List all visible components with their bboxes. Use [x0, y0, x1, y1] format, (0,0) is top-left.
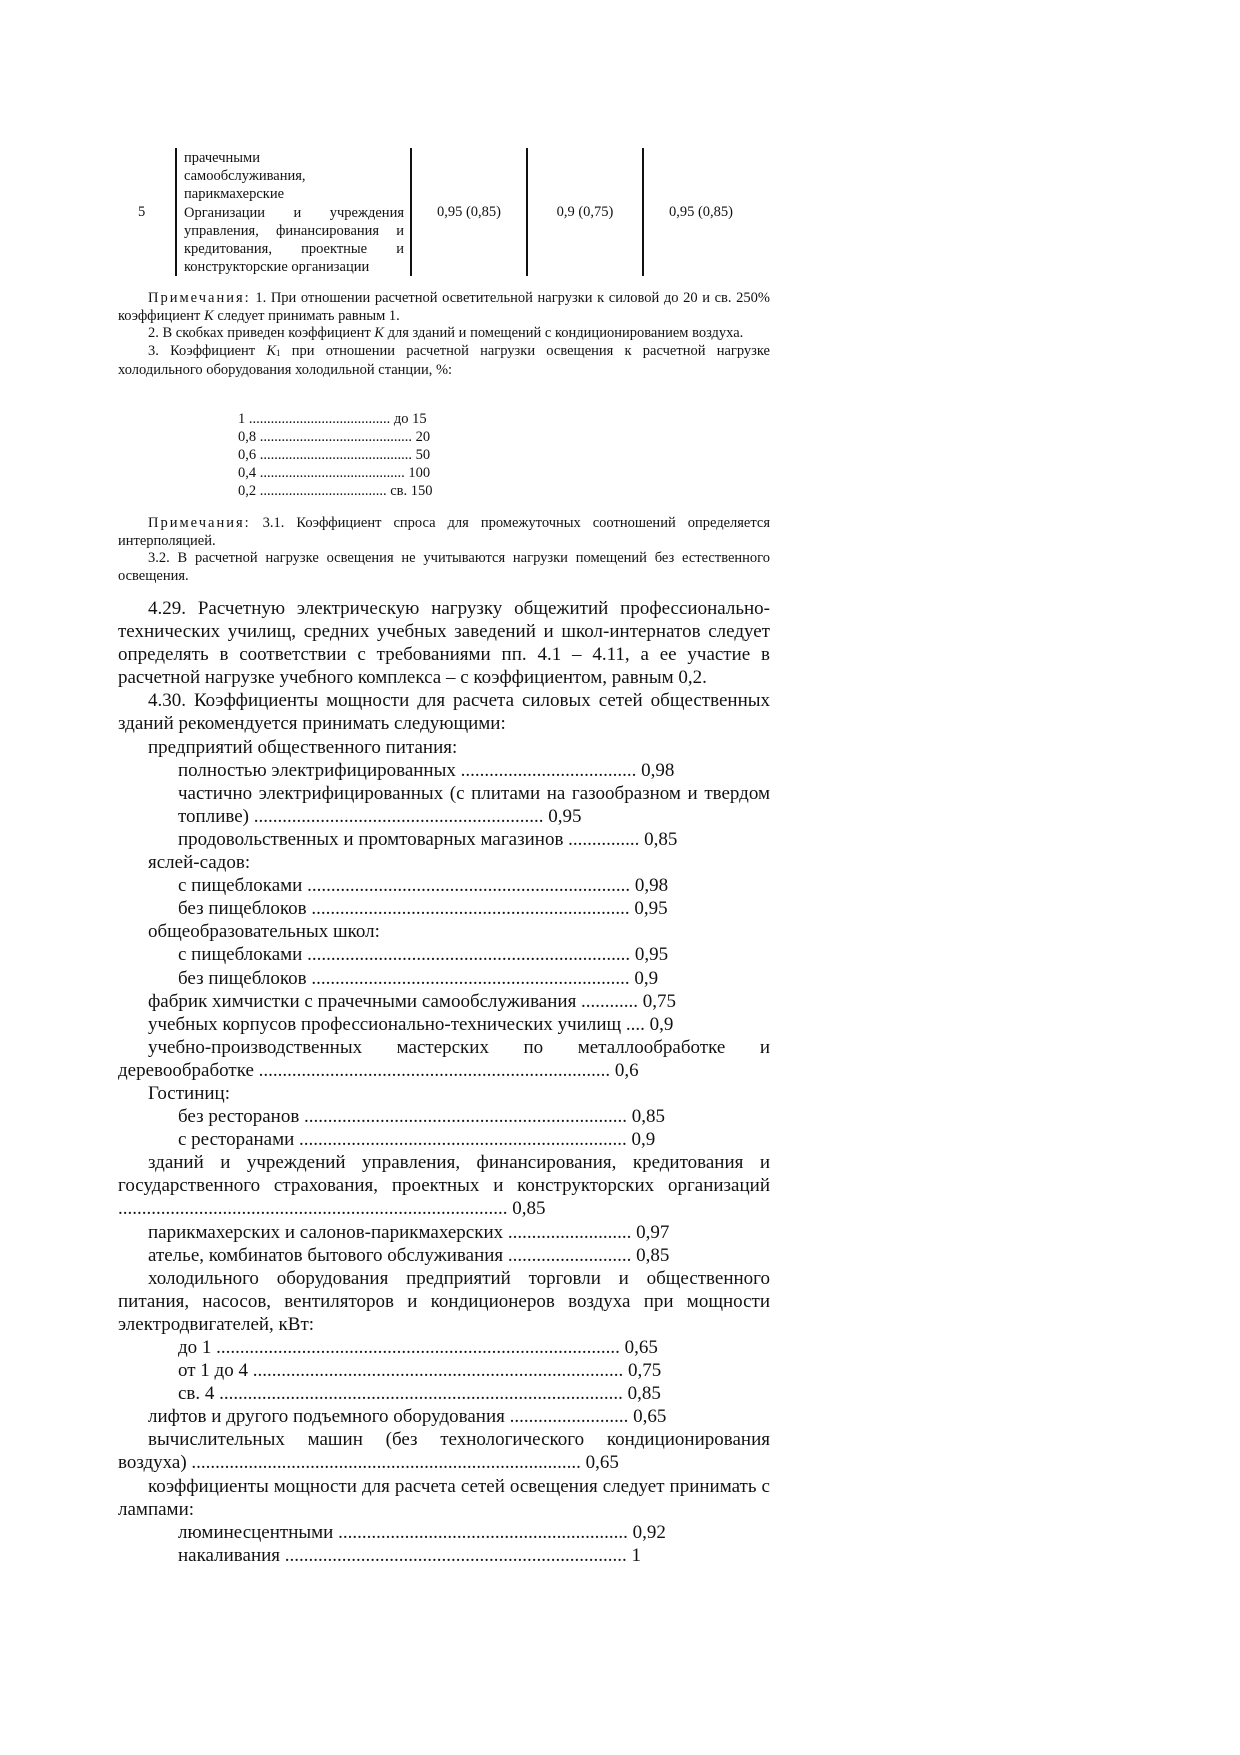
- list-item: учебно-производственных мастерских по металлообработке и деревообработке .......................................................................... 0,6: [118, 1036, 770, 1081]
- list-item: без ресторанов .................................................................... 0,85: [178, 1106, 666, 1128]
- list-item: 0,4 ........................................ 100: [238, 465, 431, 481]
- list-item: 0,2 ................................... св. 150: [238, 483, 433, 499]
- notes-heading: Примечания:: [148, 515, 251, 531]
- name-line: кредитования, проектные и: [184, 241, 404, 258]
- list-item: 0,6 .......................................... 50: [238, 447, 431, 463]
- name-line: управления, финансирования и: [184, 222, 404, 239]
- list-item: вычислительных машин (без технологического кондиционирования воздуха) .................................................................................. 0,65: [118, 1429, 770, 1474]
- table-border: [175, 148, 177, 276]
- list-item: учебных корпусов профессионально-технических училищ .... 0,9: [148, 1013, 674, 1035]
- list-item: до 1 ..................................................................................... 0,65: [178, 1337, 658, 1358]
- list-item: холодильного оборудования предприятий торговли и общественного питания, насосов, вентиляторов и кондиционеров воздуха при мощности электродвигателей, кВт:: [118, 1267, 770, 1335]
- list-item: продовольственных и промтоварных магазинов ............... 0,85: [178, 828, 678, 850]
- list-item: зданий и учреждений управления, финансирования, кредитования и государственного страхования, проектных и конструкторских организаций .................................................................................. 0,85: [118, 1152, 770, 1220]
- note-3-1: [118, 515, 770, 550]
- list-item: без пищеблоков ................................................................... 0,95: [178, 898, 668, 920]
- note-text: 3.1. Коэффициент спроса для промежуточных соотношений определяется интерполяцией.: [118, 515, 770, 549]
- table-row-number: 5: [138, 204, 146, 220]
- list-item: полностью электрифицированных ..................................... 0,98: [178, 759, 675, 781]
- list-item: предприятий общественного питания:: [148, 736, 458, 758]
- list-item: с ресторанами ..................................................................... 0,9: [178, 1129, 656, 1151]
- note-3-2: 3.2. В расчетной нагрузке освещения не учитываются нагрузки помещений без естественного освещения.: [118, 550, 770, 584]
- list-item: парикмахерских и салонов-парикмахерских .......................... 0,97: [148, 1221, 670, 1243]
- name-line: самообслуживания,: [184, 168, 306, 185]
- paragraph-4-30: 4.30. Коэффициенты мощности для расчета силовых сетей общественных зданий рекомендуется принимать следующими:: [118, 690, 770, 735]
- note-text: 2. В скобках приведен коэффициент: [148, 325, 375, 342]
- note-2: [118, 325, 770, 343]
- paragraph-4-29: 4.29. Расчетную электрическую нагрузку общежитий профессионально-технических училищ, средних учебных заведений и школ-интернатов следует определять в соответствии с требованиями пп. 4.1 – 4.11, а ее участие в расчетной нагрузке учебного комплекса – с коэффициентом, равным 0,2.: [118, 598, 770, 689]
- note-text: для зданий и помещений с кондиционированием воздуха.: [383, 325, 744, 342]
- note-text: при отношении расчетной нагрузки освещения к расчетной нагрузке холодильного оборудования холодильной станции, %:: [118, 342, 770, 379]
- name-line: конструкторские организации: [184, 259, 370, 276]
- name-line: парикмахерские: [184, 186, 285, 203]
- note-k-symbol: K: [374, 325, 384, 342]
- list-item: накаливания ........................................................................ 1: [178, 1544, 642, 1566]
- list-item: 0,8 .......................................... 20: [238, 429, 431, 445]
- list-item: без пищеблоков ................................................................... 0,9: [178, 967, 659, 989]
- list-item: общеобразовательных школ:: [148, 921, 380, 943]
- list-item: 1 ....................................... до 15: [238, 411, 427, 427]
- list-item: люминесцентными ............................................................. 0,92: [178, 1521, 666, 1543]
- k1-coefficient-list: [238, 410, 433, 500]
- list-item: коэффициенты мощности для расчета сетей освещения следует принимать с лампами:: [118, 1475, 770, 1520]
- list-item: фабрик химчистки с прачечными самообслуживания ............ 0,75: [148, 990, 677, 1012]
- list-item: яслей-садов:: [148, 852, 251, 874]
- list-item: лифтов и другого подъемного оборудования ......................... 0,65: [148, 1406, 667, 1428]
- note-3: [118, 343, 770, 380]
- note-text: 3. Коэффициент: [148, 342, 267, 359]
- list-item: Гостиниц:: [148, 1082, 230, 1104]
- table-cell-value: 0,95 (0,85): [668, 204, 734, 220]
- k1-notes: [118, 515, 770, 585]
- note-text: 1. При отношении расчетной осветительной нагрузки к силовой до 20 и св. 250% коэффициент: [118, 290, 770, 324]
- list-item: ателье, комбинатов бытового обслуживания .......................... 0,85: [148, 1244, 670, 1266]
- table-cell-name: [184, 149, 404, 276]
- name-line: Организации и учреждения: [184, 204, 404, 221]
- note-k-symbol: K: [204, 307, 214, 324]
- table-cell-value: 0,95 (0,85): [436, 204, 502, 220]
- note-text: следует принимать равным 1.: [213, 307, 400, 324]
- list-item: частично электрифицированных (с плитами на газообразном и твердом топливе) ............................................................. 0,95: [178, 782, 770, 827]
- table-notes: [118, 290, 770, 380]
- note-1: [118, 290, 770, 325]
- notes-heading: Примечания:: [148, 290, 251, 306]
- list-item: с пищеблоками .................................................................... 0,98: [178, 875, 669, 897]
- list-item: св. 4 ..................................................................................... 0,85: [178, 1383, 661, 1405]
- note-k-symbol: K: [266, 342, 277, 359]
- coefficient-table-fragment: [118, 148, 778, 276]
- name-line: прачечными: [184, 150, 260, 166]
- note-subscript: 1: [276, 347, 281, 358]
- list-item: от 1 до 4 .............................................................................. 0,75: [178, 1360, 662, 1382]
- list-item: с пищеблоками .................................................................... 0,95: [178, 944, 669, 966]
- table-cell-value: 0,9 (0,75): [556, 204, 614, 220]
- main-text: [118, 597, 770, 1567]
